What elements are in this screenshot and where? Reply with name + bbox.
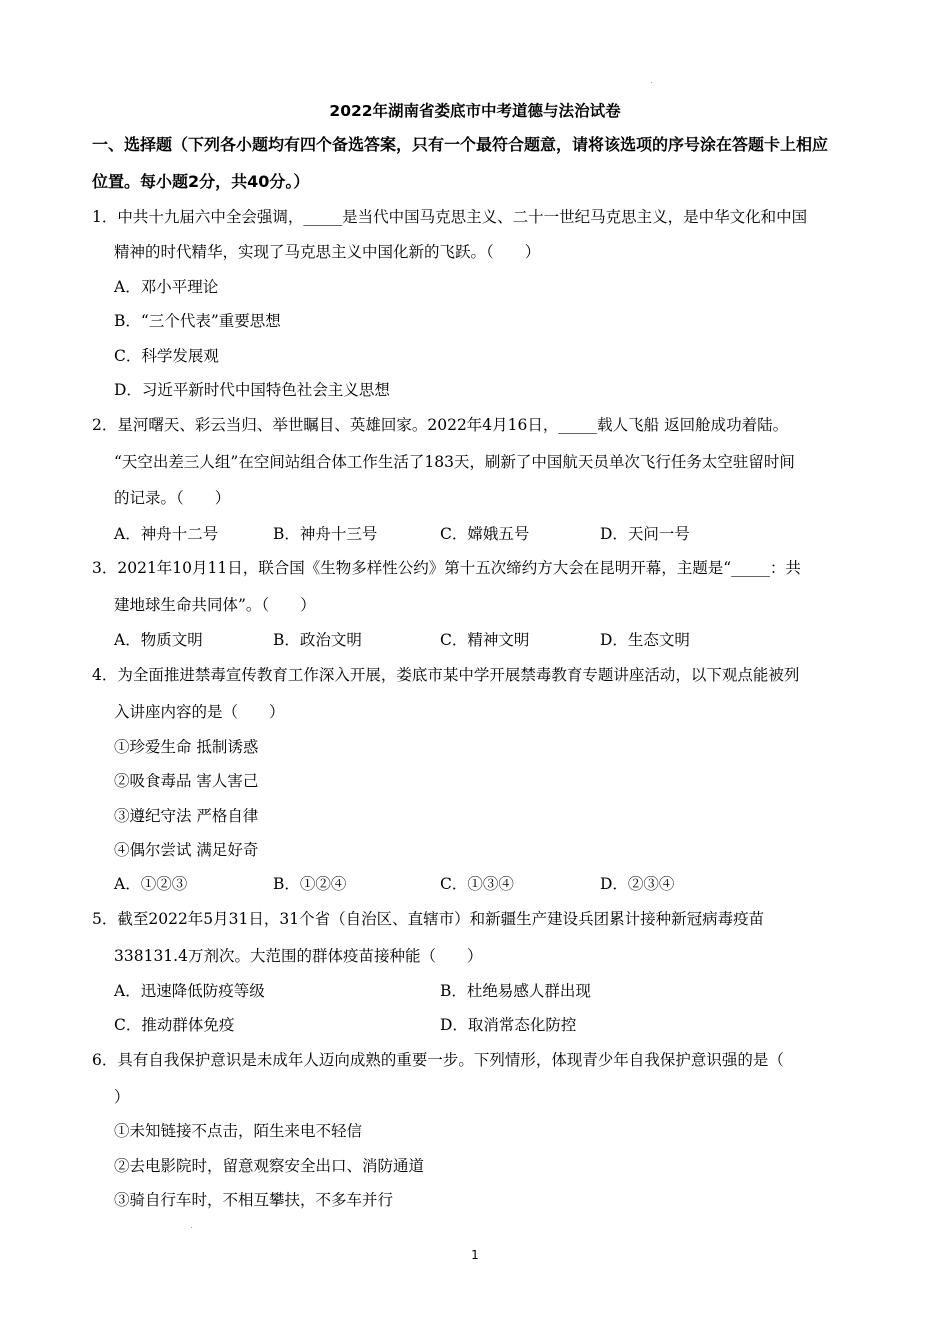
question-4-option-a: A．①②③ (114, 875, 188, 893)
question-1-option-a: A．邓小平理论 (114, 278, 219, 296)
question-3-line-1: 3．2021年10月11日，联合国《生物多样性公约》第十五次缔约方大会在昆明开幕，主题是“_____：共 (92, 559, 801, 577)
question-4-statement-3: ③遵纪守法 严格自律 (114, 807, 259, 825)
question-3-option-b: B．政治文明 (273, 631, 362, 649)
exam-title: 2022年湖南省娄底市中考道德与法治试卷 (329, 102, 621, 120)
question-5-option-c: C．推动群体免疫 (114, 1016, 235, 1034)
section-heading-line1: 一、选择题（下列各小题均有四个备选答案，只有一个最符合题意，请将该选项的序号涂在答题卡上相应 (92, 135, 829, 154)
question-2-line-3: 的记录。（ ） (114, 489, 231, 507)
scan-speck (191, 1227, 192, 1228)
question-6-statement-1: ①未知链接不点击，陌生来电不轻信 (114, 1122, 363, 1140)
question-4-line-1: 4．为全面推进禁毒宣传教育工作深入开展，娄底市某中学开展禁毒教育专题讲座活动，以下观点能被列 (92, 666, 800, 684)
question-1-option-c: C．科学发展观 (114, 347, 219, 365)
question-4-line-2: 入讲座内容的是（ ） (114, 703, 285, 721)
question-2-option-b: B．神舟十三号 (273, 525, 378, 543)
question-2-line-1: 2．星河曙天、彩云当归、举世瞩目、英雄回家。2022年4月16日，_____载人飞船 返回舱成功着陆。 (92, 416, 789, 434)
question-1-option-d: D．习近平新时代中国特色社会主义思想 (114, 381, 390, 399)
question-5-option-a: A．迅速降低防疫等级 (114, 982, 265, 1000)
question-2-option-d: D．天问一号 (600, 525, 690, 543)
question-5-line-2: 338131.4万剂次。大范围的群体疫苗接种能（ ） (114, 947, 483, 965)
question-1-line-2: 精神的时代精华，实现了马克思主义中国化新的飞跃。（ ） (114, 243, 541, 261)
question-5-line-1: 5．截至2022年5月31日，31个省（自治区、直辖市）和新疆生产建设兵团累计接种新冠病毒疫苗 (92, 910, 765, 928)
page-number: 1 (471, 1248, 479, 1262)
question-2-line-2: “天空出差三人组”在空间站组合体工作生活了183天，刷新了中国航天员单次飞行任务太空驻留时间 (114, 453, 795, 471)
question-4-option-c: C．①③④ (440, 875, 514, 893)
question-6-line-1: 6．具有自我保护意识是未成年人迈向成熟的重要一步。下列情形，体现青少年自我保护意识强的是（ (92, 1051, 784, 1069)
question-5-option-b: B．杜绝易感人群出现 (440, 982, 591, 1000)
question-2-option-a: A．神舟十二号 (114, 525, 219, 543)
question-6-statement-3: ③骑自行车时，不相互攀扶，不多车并行 (114, 1191, 394, 1209)
question-3-option-d: D．生态文明 (600, 631, 690, 649)
scan-speck (651, 82, 652, 83)
question-4-statement-1: ①珍爱生命 抵制诱惑 (114, 738, 259, 756)
question-4-statement-2: ②吸食毒品 害人害己 (114, 772, 259, 790)
question-3-option-a: A．物质文明 (114, 631, 203, 649)
question-1-option-b: B．“三个代表”重要思想 (114, 312, 281, 330)
question-4-option-b: B．①②④ (273, 875, 347, 893)
question-3-line-2: 建地球生命共同体”。（ ） (114, 596, 316, 614)
section-heading-line2: 位置。每小题2分，共40分。） (92, 172, 310, 191)
question-5-option-d: D．取消常态化防控 (440, 1016, 577, 1034)
question-2-option-c: C．嫦娥五号 (440, 525, 530, 543)
question-1-line-1: 1．中共十九届六中全会强调，_____是当代中国马克思主义、二十一世纪马克思主义，是中华文化和中国 (92, 208, 808, 226)
question-3-option-c: C．精神文明 (440, 631, 530, 649)
question-6-line-2: ） (114, 1088, 130, 1106)
question-6-statement-2: ②去电影院时，留意观察安全出口、消防通道 (114, 1157, 425, 1175)
question-4-option-d: D．②③④ (600, 875, 675, 893)
question-4-statement-4: ④偶尔尝试 满足好奇 (114, 841, 259, 859)
